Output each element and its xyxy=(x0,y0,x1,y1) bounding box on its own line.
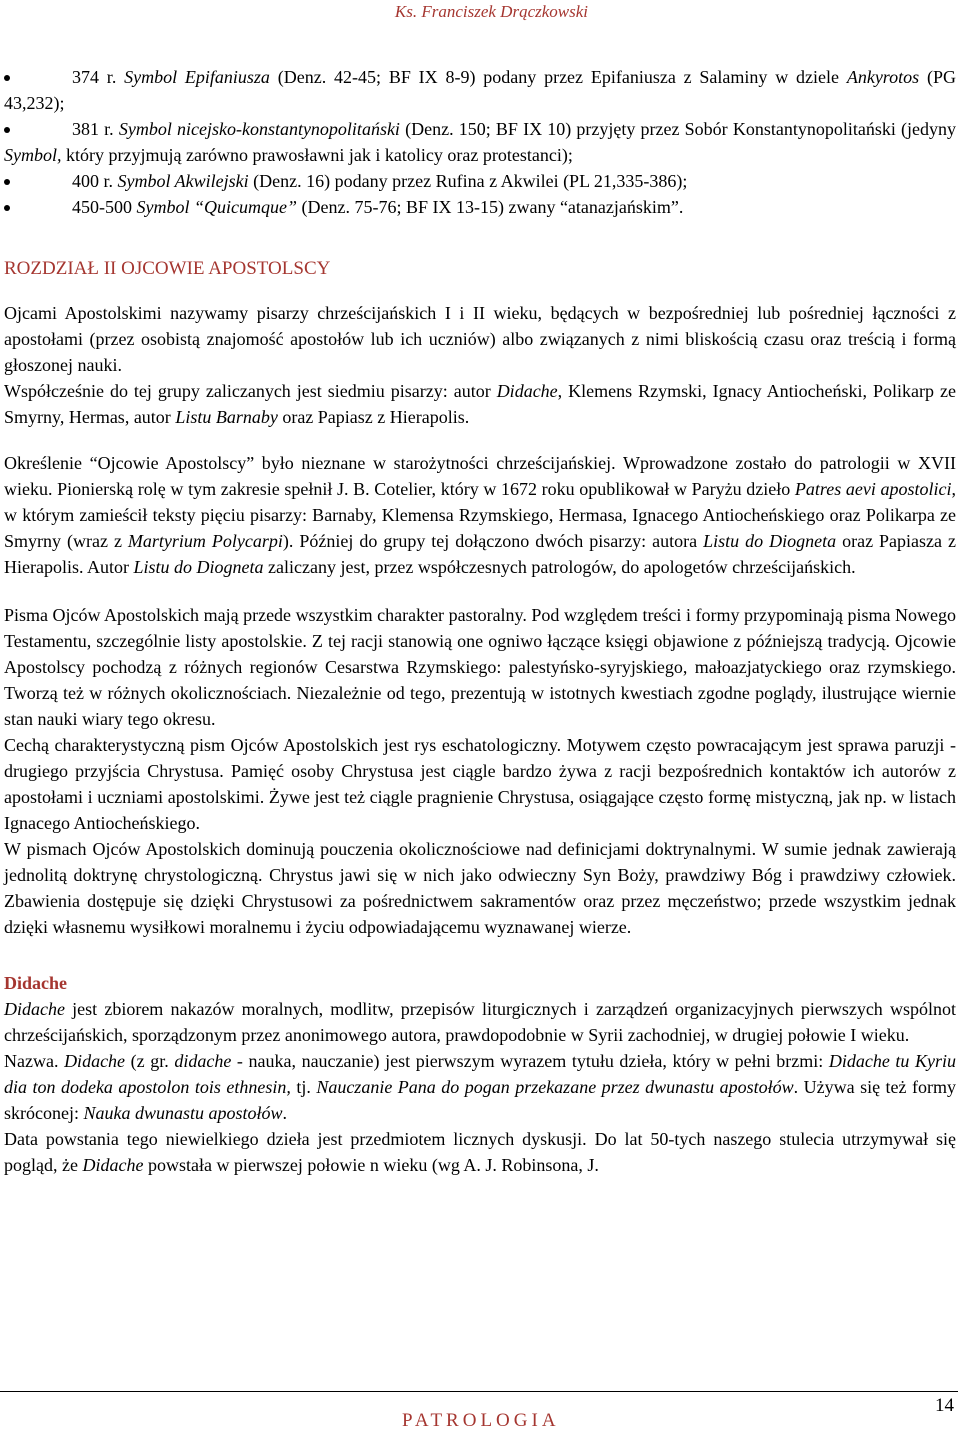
list-item: 400 r. Symbol Akwilejski (Denz. 16) podany przez Rufina z Akwilei (PL 21,335-386); xyxy=(4,168,956,194)
footer-title: PATROLOGIA xyxy=(402,1410,560,1431)
paragraph-members: Współcześnie do tej grupy zaliczanych jest siedmiu pisarzy: autor Didache, Klemens Rzymski, Ignacy Antiocheński, Polikarp ze Smyrny, Hermas, autor Listu Barnaby oraz Papiasz z Hierapolis. xyxy=(4,381,956,427)
footer-divider xyxy=(0,1391,958,1392)
page-number: 14 xyxy=(935,1395,954,1416)
bullet-icon xyxy=(4,127,10,133)
section-title: Didache xyxy=(4,973,67,993)
paragraph-doctrine: W pismach Ojców Apostolskich dominują pouczenia okolicznościowe nad definicjami doktrynalnymi. W sumie jednak zawierają jednolitą doktrynę chrystologiczną. Chrystus jawi się w nich jako odwieczny Syn Boży, prawdziwy Bóg i prawdziwy człowiek. Zbawienia dostępuje się dzięki Chrystusowi za pośrednictwem sakramentów oraz przez męczeństwo; przede wszystkim jednak dzięki własnemu wysiłkowi moralnemu i życiu odpowiadającemu wyznawanej wierze. xyxy=(4,839,956,937)
paragraph-didache-intro: Didache jest zbiorem nakazów moralnych, modlitw, przepisów liturgicznych i zarządzeń organizacyjnych pierwszych wspólnot chrześcijańskich, sporządzonym przez anonimowego autora, prawdopodobnie w Syrii zachodniej, w drugiej połowie I wieku. xyxy=(4,999,956,1045)
chapter-title: ROZDZIAŁ II OJCOWIE APOSTOLSCY xyxy=(4,258,331,279)
list-item: 450-500 Symbol “Quicumque” (Denz. 75-76; BF IX 13-15) zwany “atanazjańskim”. xyxy=(4,194,956,220)
paragraph-definition: Ojcami Apostolskimi nazywamy pisarzy chrześcijańskich I i II wieku, będących w bezpośredniej lub pośredniej łączności z apostołami (przez osobistą znajomość apostołów lub ich uczniów) albo związanych z nimi bliskością czasu oraz treścią i formą głoszonej nauki. xyxy=(4,303,956,375)
bullet-icon xyxy=(4,179,10,185)
list-item: 381 r. Symbol nicejsko-konstantynopolitański (Denz. 150; BF IX 10) przyjęty przez Sobór Konstantynopolitański (jedyny Symbol, który przyjmują zarówno prawosławni jak i katolicy oraz protestanci); xyxy=(4,119,956,165)
paragraph-didache-date: Data powstania tego niewielkiego dzieła jest przedmiotem licznych dyskusji. Do lat 50-tych naszego stulecia utrzymywał się pogląd, że Didache powstała w pierwszej połowie n wieku (wg A. J. Robinsona, J. xyxy=(4,1129,956,1175)
bullet-icon xyxy=(4,205,10,211)
header-author: Ks. Franciszek Drączkowski xyxy=(394,2,588,21)
page-content xyxy=(4,64,956,1178)
paragraph-didache-name: Nazwa. Didache (z gr. didache - nauka, nauczanie) jest pierwszym wyrazem tytułu dzieła, który w pełni brzmi: Didache tu Kyriu dia ton dodeka apostolon tois ethnesin, tj. Nauczanie Pana do pogan przekazane przez dwunastu apostołów. Używa się też formy skróconej: Nauka dwunastu apostołów. xyxy=(4,1051,957,1123)
paragraph-character: Pisma Ojców Apostolskich mają przede wszystkim charakter pastoralny. Pod względem treści i formy przypominają pisma Nowego Testamentu, szczególnie listy apostolskie. Z tej racji stanowią one ogniwo łączące księgi objawione z późniejszą tradycją. Ojcowie Apostolscy pochodzą z różnych regionów Cesarstwa Rzymskiego: palestyńsko-syryjskiego, małoazjatyckiego oraz rzymskiego. Tworzą też w różnych okolicznościach. Niezależnie od tego, prezentują w istotnych kwestiach zgodne poglądy, ilustrujące wiernie stan nauki wiary tego okresu. xyxy=(4,605,956,729)
bullet-icon xyxy=(4,75,10,81)
list-item: 374 r. Symbol Epifaniusza (Denz. 42-45; BF IX 8-9) podany przez Epifaniusza z Salaminy w dziele Ankyrotos (PG 43,232); xyxy=(4,67,956,113)
paragraph-eschatology: Cechą charakterystyczną pism Ojców Apostolskich jest rys eschatologiczny. Motywem często powracającym jest sprawa paruzji - drugiego przyjścia Chrystusa. Pamięć osoby Chrystusa jest ciągle bardzo żywa z racji bezpośrednich kontaktów ich autorów z apostołami i uczniami apostolskimi. Żywe jest też ciągle pragnienie Chrystusa, osiągające często formę mistyczną, jak np. w listach Ignacego Antiocheńskiego. xyxy=(4,735,956,833)
paragraph-term-history: Określenie “Ojcowie Apostolscy” było nieznane w starożytności chrześcijańskiej. Wprowadzone zostało do patrologii w XVII wieku. Pionierską rolę w tym zakresie spełnił J. B. Cotelier, który w 1672 roku opublikował w Paryżu dzieło Patres aevi apostolici, w którym zamieścił teksty pięciu pisarzy: Barnaby, Klemensa Rzymskiego, Hermasa, Ignacego Antiocheńskiego oraz Polikarpa ze Smyrny (wraz z Martyrium Polycarpi). Później do grupy tej dołączono dwóch pisarzy: autora Listu do Diogneta oraz Papiasza z Hierapolis. Autor Listu do Diogneta zaliczany jest, przez współczesnych patrologów, do apologetów chrześcijańskich. xyxy=(4,453,956,577)
symbol-list xyxy=(4,64,956,220)
